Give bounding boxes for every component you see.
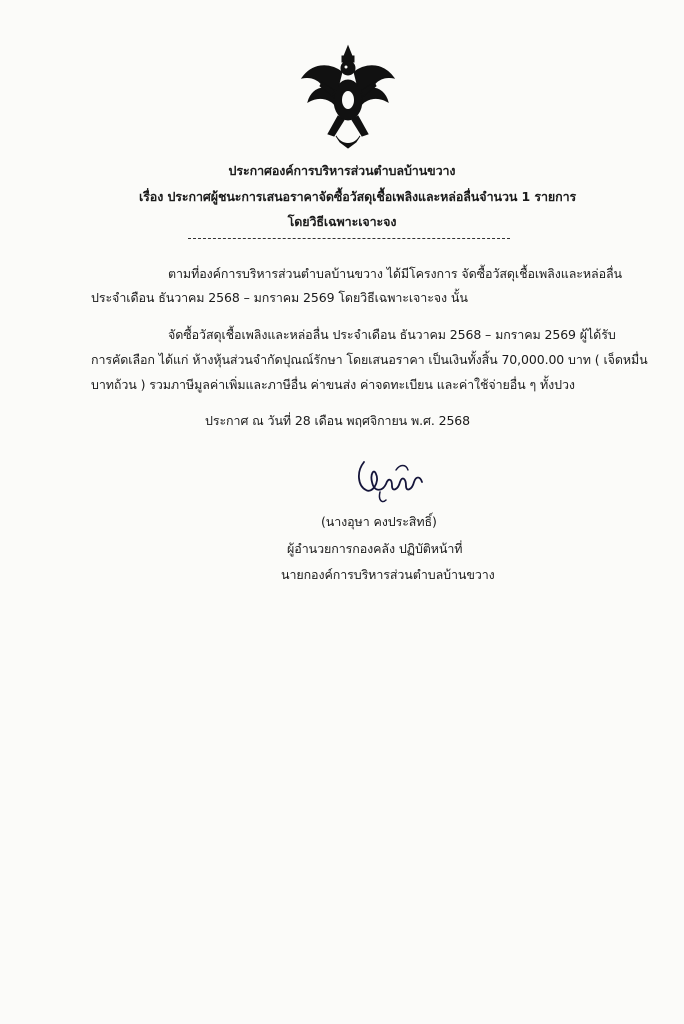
garuda-emblem-icon xyxy=(298,42,398,152)
announcement-date: ประกาศ ณ วันที่ 28 เดือน พฤศจิกายน พ.ศ. 2568 xyxy=(205,413,471,428)
document-subject: เรื่อง ประกาศผู้ชนะการเสนอราคาจัดซื้อวัสดุเชื้อเพลิงและหล่อลื่นจำนวน 1 รายการ xyxy=(139,189,577,204)
separator-line xyxy=(188,238,510,239)
signer-name: (นางอุษา คงประสิทธิ์) xyxy=(321,514,437,529)
signer-position-2: นายกองค์การบริหารส่วนตำบลบ้านขวาง xyxy=(281,567,495,582)
handwritten-signature xyxy=(350,452,430,512)
paragraph-2-line-1: จัดซื้อวัสดุเชื้อเพลิงและหล่อลื่น ประจำเดือน ธันวาคม 2568 – มกราคม 2569 ผู้ได้รับ xyxy=(168,327,616,342)
paragraph-1-line-1: ตามที่องค์การบริหารส่วนตำบลบ้านขวาง ได้มีโครงการ จัดซื้อวัสดุเชื้อเพลิงและหล่อลื่น xyxy=(168,266,622,281)
paragraph-1-line-2: ประจำเดือน ธันวาคม 2568 – มกราคม 2569 โดยวิธีเฉพาะเจาะจง นั้น xyxy=(91,290,468,305)
document-title: ประกาศองค์การบริหารส่วนตำบลบ้านขวาง xyxy=(228,163,456,178)
procurement-method: โดยวิธีเฉพาะเจาะจง xyxy=(287,214,397,229)
paragraph-2-line-2: การคัดเลือก ได้แก่ ห้างหุ้นส่วนจำกัดปุณณ์รักษา โดยเสนอราคา เป็นเงินทั้งสิ้น 70,000.00 บาท ( เจ็ดหมื่น xyxy=(91,352,648,367)
paragraph-2-line-3: บาทถ้วน ) รวมภาษีมูลค่าเพิ่มและภาษีอื่น ค่าขนส่ง ค่าจดทะเบียน และค่าใช้จ่ายอื่น ๆ ทั้งปวง xyxy=(91,377,575,392)
signer-position-1: ผู้อำนวยการกองคลัง ปฏิบัติหน้าที่ xyxy=(287,541,463,556)
